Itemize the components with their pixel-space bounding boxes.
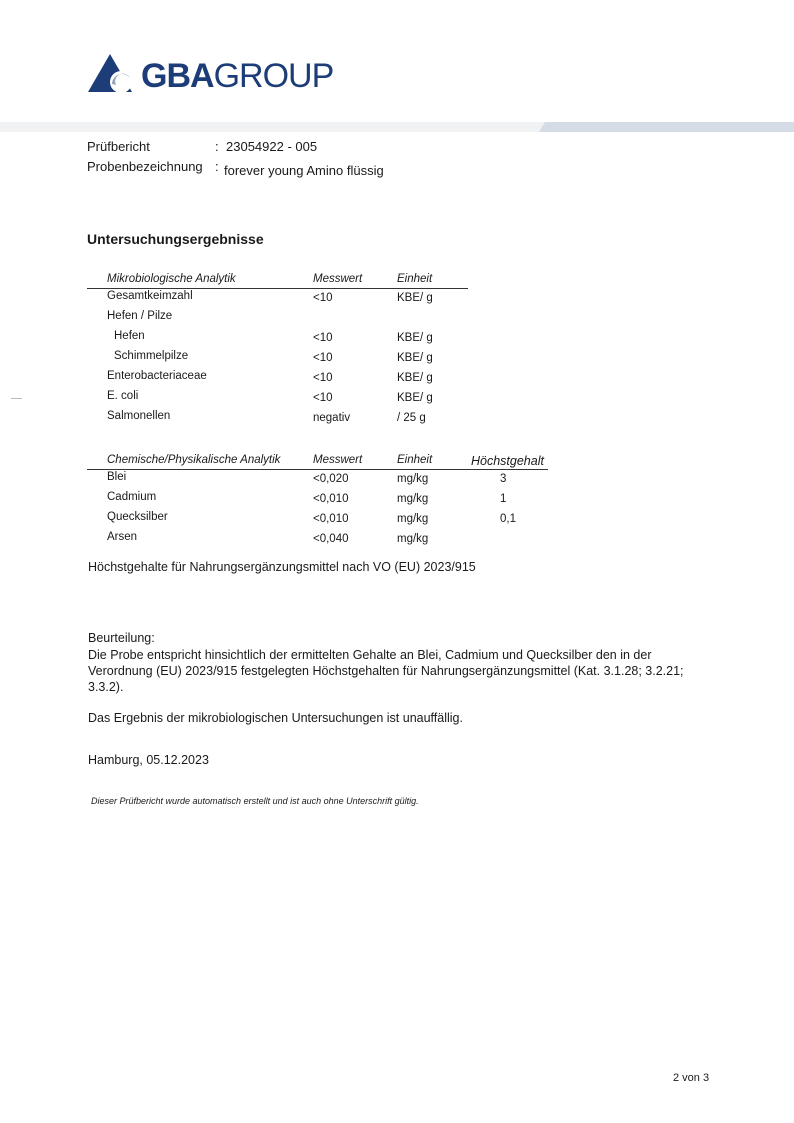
micro-header-rule <box>87 288 468 289</box>
header-band <box>0 122 794 132</box>
micro-row-unit: / 25 g <box>397 412 426 424</box>
micro-row-unit: KBE/ g <box>397 392 433 404</box>
chem-row-value: <0,040 <box>313 533 349 545</box>
chem-row-max: 3 <box>500 473 507 485</box>
sample-name: forever young Amino flüssig <box>224 163 384 178</box>
micro-row-unit: KBE/ g <box>397 292 433 304</box>
chem-row-value: <0,020 <box>313 473 349 485</box>
micro-row-unit: KBE/ g <box>397 332 433 344</box>
chem-row-unit: mg/kg <box>397 513 429 525</box>
micro-row-name: Enterobacteriaceae <box>107 370 207 382</box>
assessment-text: Die Probe entspricht hinsichtlich der ermittelten Gehalte an Blei, Cadmium und Quecksilber den in der Verordnung (EU) 2023/915 festgelegten Höchstgehalten für Nahrungsergänzungsmittel (Kat. 3.1.28; 3.2.21; 3.3.2). <box>88 648 684 694</box>
report-separator: : <box>215 139 219 154</box>
chem-header-rule <box>87 469 548 470</box>
report-label: Prüfbericht <box>87 139 150 154</box>
chem-row-max: 0,1 <box>500 513 516 525</box>
chem-row-unit: mg/kg <box>397 533 429 545</box>
chem-header-unit: Einheit <box>397 454 433 466</box>
micro-row-value: <10 <box>313 372 333 384</box>
micro-row-name: Gesamtkeimzahl <box>107 290 193 302</box>
report-number: 23054922 - 005 <box>226 139 318 154</box>
micro-row-unit: KBE/ g <box>397 372 433 384</box>
chem-row-name: Blei <box>107 471 127 483</box>
micro-row-value: <10 <box>313 292 333 304</box>
micro-row-value: <10 <box>313 332 333 344</box>
micro-row-name: Hefen / Pilze <box>107 310 173 322</box>
results-title: Untersuchungsergebnisse <box>87 231 264 247</box>
place-date: Hamburg, 05.12.2023 <box>88 753 209 767</box>
micro-header-value: Messwert <box>313 273 363 285</box>
micro-row-unit: KBE/ g <box>397 352 433 364</box>
micro-row-name: Hefen <box>114 330 145 342</box>
chem-header-value: Messwert <box>313 454 363 466</box>
sample-separator: : <box>215 159 219 174</box>
margin-mark <box>11 398 22 399</box>
micro-row-name: Salmonellen <box>107 410 171 422</box>
chem-row-unit: mg/kg <box>397 493 429 505</box>
micro-header-unit: Einheit <box>397 273 433 285</box>
chem-row-name: Arsen <box>107 531 138 543</box>
chem-row-unit: mg/kg <box>397 473 429 485</box>
chem-row-name: Quecksilber <box>107 511 168 523</box>
chem-header-analytics: Chemische/Physikalische Analytik <box>107 454 281 466</box>
auto-generated-note: Dieser Prüfbericht wurde automatisch erstellt und ist auch ohne Unterschrift gültig. <box>91 796 419 806</box>
logo-wordmark <box>141 57 333 95</box>
logo-text-bold: GBA <box>141 57 214 95</box>
assessment-label: Beurteilung: <box>88 631 155 645</box>
chem-row-value: <0,010 <box>313 513 349 525</box>
chem-row-name: Cadmium <box>107 491 157 503</box>
chem-row-value: <0,010 <box>313 493 349 505</box>
sample-label: Probenbezeichnung <box>87 159 203 174</box>
micro-result: Das Ergebnis der mikrobiologischen Untersuchungen ist unauffällig. <box>88 711 463 725</box>
chem-row-max: 1 <box>500 493 507 505</box>
micro-row-name: E. coli <box>107 390 139 402</box>
micro-row-value: <10 <box>313 352 333 364</box>
page-number: 2 von 3 <box>673 1072 710 1084</box>
micro-row-value: negativ <box>313 412 351 424</box>
limits-note: Höchstgehalte für Nahrungsergänzungsmittel nach VO (EU) 2023/915 <box>88 560 476 574</box>
micro-header-analytics: Mikrobiologische Analytik <box>107 273 236 285</box>
micro-row-name: Schimmelpilze <box>114 350 189 362</box>
micro-row-value: <10 <box>313 392 333 404</box>
chem-header-max: Höchstgehalt <box>471 454 544 468</box>
logo-text-light: GROUP <box>213 57 334 95</box>
